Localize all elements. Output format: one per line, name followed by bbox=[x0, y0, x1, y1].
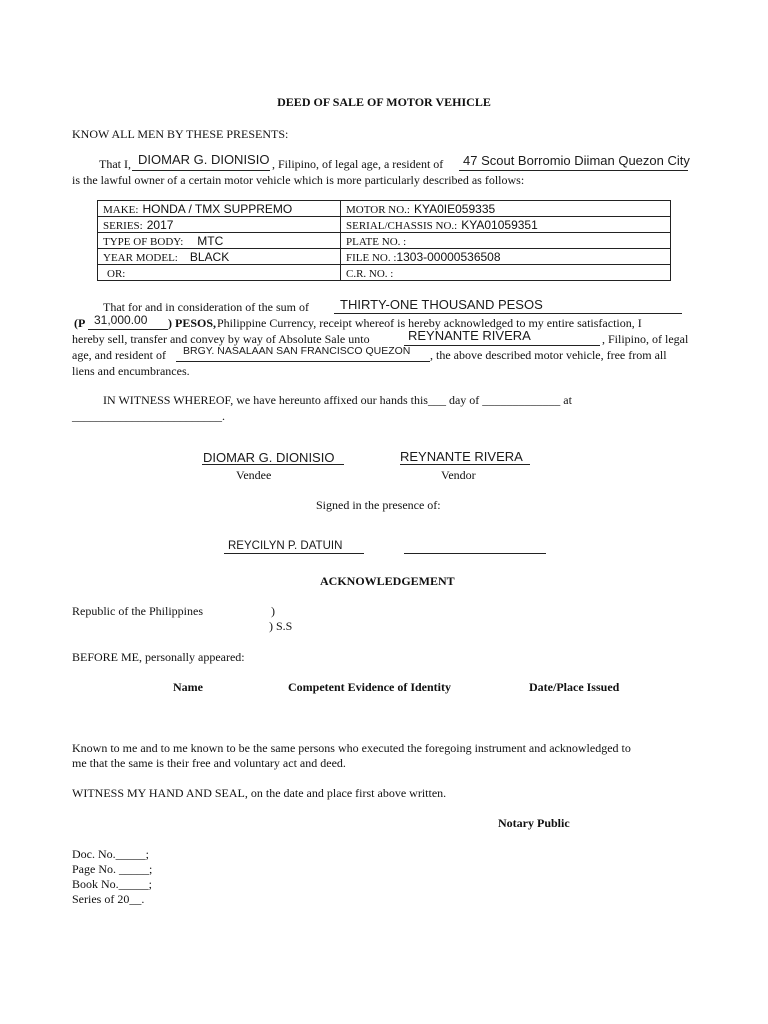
or-cell bbox=[98, 265, 341, 281]
republic-paren: ) bbox=[271, 604, 275, 618]
amount-prefix: (P bbox=[74, 316, 86, 330]
consideration-line3-tail: , Filipino, of legal bbox=[602, 332, 689, 346]
series-of: Series of 20__. bbox=[72, 892, 145, 906]
presence-label: Signed in the presence of: bbox=[316, 498, 441, 512]
doc-no: Doc. No._____; bbox=[72, 847, 149, 861]
series-cell bbox=[98, 217, 341, 233]
known-line1: Known to me and to me known to be the same persons who executed the foregoing instrument and acknowledged to bbox=[72, 741, 631, 755]
owner-address-field[interactable]: 47 Scout Borromio Diiman Quezon City bbox=[463, 153, 690, 168]
vendee-label: Vendee bbox=[236, 468, 272, 482]
col-date-header: Date/Place Issued bbox=[529, 680, 620, 694]
known-line2: me that the same is their free and voluntary act and deed. bbox=[72, 756, 346, 770]
consideration-after-pesos: Philippine Currency, receipt whereof is hereby acknowledged to my entire satisfaction, I bbox=[217, 316, 642, 330]
acknowledgement-heading: ACKNOWLEDGEMENT bbox=[320, 574, 455, 588]
consideration-lead: That for and in consideration of the sum of bbox=[103, 300, 309, 314]
series-value[interactable]: 2017 bbox=[146, 217, 174, 232]
table-row bbox=[98, 217, 671, 233]
witness-line2: _________________________. bbox=[72, 409, 225, 423]
make-cell bbox=[98, 201, 341, 217]
chassis-no-cell bbox=[341, 217, 671, 233]
file-no-cell bbox=[341, 249, 671, 265]
witness-text: IN WITNESS WHEREOF, we have hereunto affixed our hands this___ day of _____________ at bbox=[103, 393, 572, 407]
page-title: DEED OF SALE OF MOTOR VEHICLE bbox=[277, 95, 491, 109]
year-model-value[interactable]: BLACK bbox=[189, 249, 230, 264]
make-value[interactable]: HONDA / TMX SUPPREMO bbox=[142, 201, 293, 216]
table-row bbox=[98, 233, 671, 249]
vendor-signature-line bbox=[400, 464, 530, 465]
buyer-name-field[interactable]: REYNANTE RIVERA bbox=[408, 328, 531, 343]
body-type-label: TYPE OF BODY: bbox=[103, 235, 184, 248]
motor-no-label: MOTOR NO.: bbox=[346, 203, 410, 216]
notary-public-label: Notary Public bbox=[498, 816, 570, 830]
chassis-no-label: SERIAL/CHASSIS NO.: bbox=[346, 219, 458, 232]
motor-no-value[interactable]: KYA0IE059335 bbox=[413, 201, 496, 216]
republic-text: Republic of the Philippines bbox=[72, 604, 203, 618]
pesos-label: ) PESOS, bbox=[168, 316, 217, 330]
buyer-name-line bbox=[404, 345, 600, 346]
amount-words-line bbox=[334, 313, 682, 314]
owner-name-field[interactable]: DIOMAR G. DIONISIO bbox=[138, 152, 270, 167]
owner-address-line bbox=[459, 170, 688, 171]
body-type-cell bbox=[98, 233, 341, 249]
table-row bbox=[98, 249, 671, 265]
motor-no-cell bbox=[341, 201, 671, 217]
year-model-cell bbox=[98, 249, 341, 265]
year-model-label: YEAR MODEL: bbox=[103, 251, 178, 264]
intro-text: KNOW ALL MEN BY THESE PRESENTS: bbox=[72, 127, 289, 141]
book-no: Book No._____; bbox=[72, 877, 153, 891]
witness1-name-field[interactable]: REYCILYN P. DATUIN bbox=[228, 540, 343, 552]
owner-middle: , Filipino, of legal age, a resident of bbox=[272, 157, 444, 171]
table-row bbox=[98, 201, 671, 217]
consideration-line4: age, and resident of bbox=[72, 348, 166, 362]
chassis-no-value[interactable]: KYA01059351 bbox=[461, 217, 538, 232]
owner-prefix: That I, bbox=[99, 157, 131, 171]
ss-text: ) S.S bbox=[269, 619, 293, 633]
amount-words-field[interactable]: THIRTY-ONE THOUSAND PESOS bbox=[340, 297, 543, 312]
amount-number-line bbox=[88, 329, 168, 330]
witness1-signature-line bbox=[224, 553, 364, 554]
make-label: MAKE: bbox=[103, 203, 139, 216]
amount-number-field[interactable]: 31,000.00 bbox=[94, 313, 148, 327]
before-me-text: BEFORE ME, personally appeared: bbox=[72, 650, 245, 664]
consideration-line4-tail: , the above described motor vehicle, free from all bbox=[430, 348, 667, 362]
witness2-signature-line bbox=[404, 553, 546, 554]
owner-line2: is the lawful owner of a certain motor vehicle which is more particularly described as follows: bbox=[72, 173, 525, 187]
consideration-line3: hereby sell, transfer and convey by way of Absolute Sale unto bbox=[72, 332, 370, 346]
page-no: Page No. _____; bbox=[72, 862, 153, 876]
vendor-name-field[interactable]: REYNANTE RIVERA bbox=[400, 449, 523, 464]
col-name-header: Name bbox=[173, 680, 203, 694]
buyer-address-line bbox=[176, 361, 430, 362]
table-row bbox=[98, 265, 671, 281]
vendee-name-field[interactable]: DIOMAR G. DIONISIO bbox=[203, 450, 335, 465]
consideration-line5: liens and encumbrances. bbox=[72, 364, 190, 378]
file-no-value[interactable]: 1303-00000536508 bbox=[396, 249, 501, 264]
cr-no-cell bbox=[341, 265, 671, 281]
cr-no-label: C.R. NO. : bbox=[346, 267, 394, 280]
series-label: SERIES: bbox=[103, 219, 143, 232]
buyer-address-field[interactable]: BRGY. NASALAAN SAN FRANCISCO QUEZON bbox=[183, 345, 411, 357]
witness-seal-text: WITNESS MY HAND AND SEAL, on the date and place first above written. bbox=[72, 786, 447, 800]
body-type-value[interactable]: MTC bbox=[197, 233, 224, 248]
or-label: OR: bbox=[107, 267, 126, 280]
plate-no-label: PLATE NO. : bbox=[346, 235, 407, 248]
vehicle-details-table bbox=[97, 200, 671, 281]
plate-no-cell bbox=[341, 233, 671, 249]
col-evidence-header: Competent Evidence of Identity bbox=[288, 680, 451, 694]
owner-name-line bbox=[132, 170, 270, 171]
vendor-label: Vendor bbox=[441, 468, 476, 482]
file-no-label: FILE NO. : bbox=[346, 251, 397, 264]
